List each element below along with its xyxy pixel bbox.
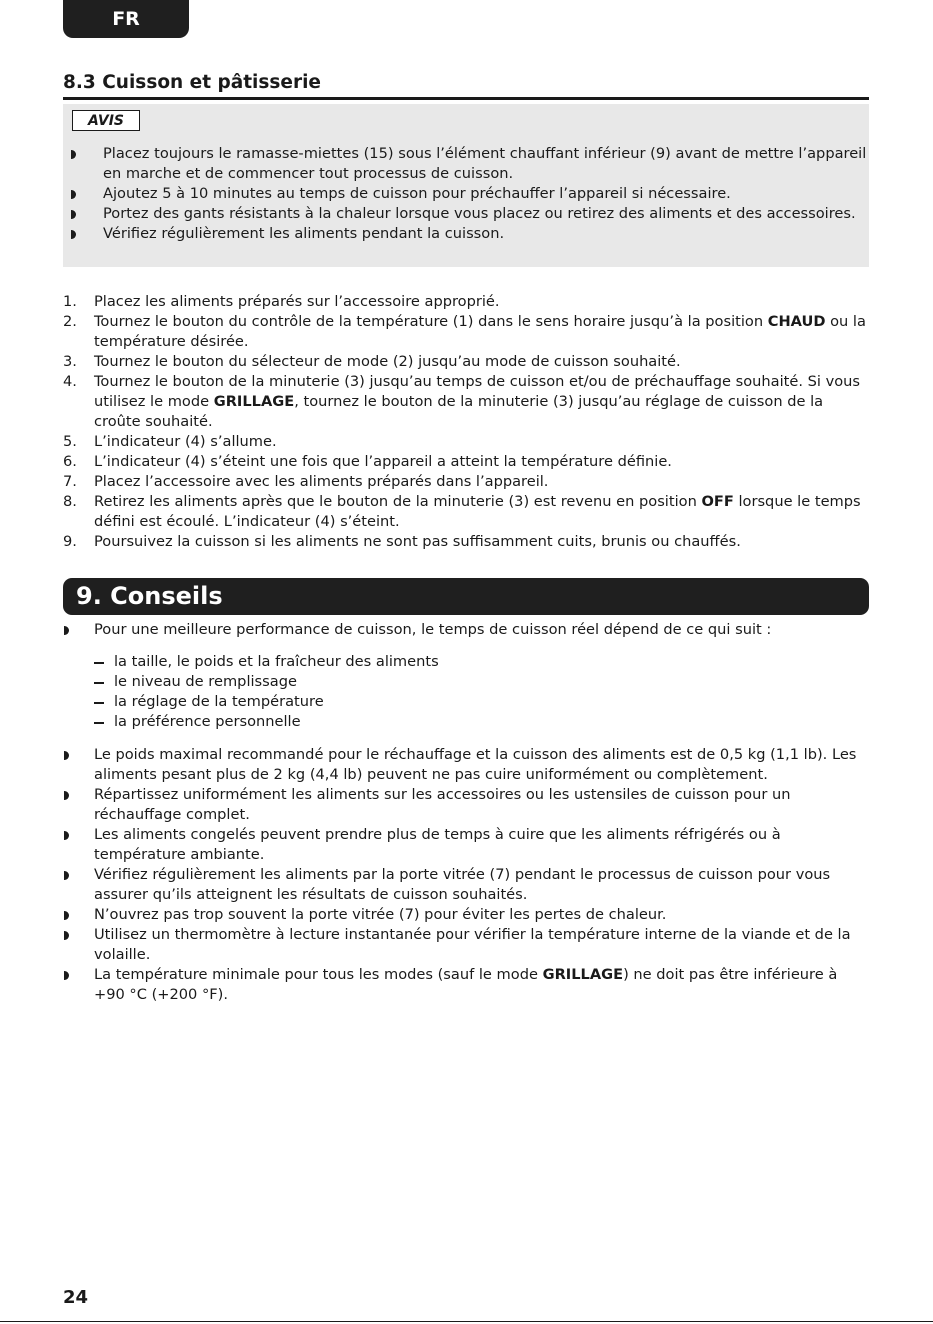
text-run: L’indicateur (4) s’éteint une fois que l’appareil a atteint la température définie. <box>94 453 672 470</box>
text-run: Placez l’accessoire avec les aliments préparés dans l’appareil. <box>94 473 549 490</box>
step-number: 6. <box>63 453 77 470</box>
text-run: Le poids maximal recommandé pour le réchauffage et la cuisson des aliments est de 0,5 kg (1,1 lb). Les aliments pesant plus de 2 kg (4,4 lb) peuvent ne pas cuire uniformément ou complètement. <box>94 746 857 783</box>
step-item <box>63 532 869 552</box>
tip-item <box>63 825 869 865</box>
tip-text <box>94 906 666 923</box>
tip-text <box>94 866 830 903</box>
text-run: ou la température désirée. <box>94 313 866 350</box>
text-run: , tournez le bouton de la minuterie (3) jusqu’au réglage de cuisson de la croûte souhaité. <box>94 393 824 430</box>
section-title: 8.3 Cuisson et pâtisserie <box>63 71 869 100</box>
bullet-icon <box>64 831 69 840</box>
step-number: 8. <box>63 493 77 510</box>
notice-item <box>63 184 869 204</box>
steps-list <box>63 292 869 552</box>
bullet-icon <box>71 190 76 199</box>
page-number: 24 <box>63 1287 89 1308</box>
factor-item <box>94 652 439 672</box>
factor-item <box>94 692 439 712</box>
factor-item <box>94 712 439 732</box>
bold-term: GRILLAGE <box>542 966 624 983</box>
notice-item <box>63 144 869 184</box>
notice-item-text: Placez toujours le ramasse-miettes (15) sous l’élément chauffant inférieur (9) avant de mettre l’appareil en marche et de commencer tout processus de cuisson. <box>103 145 867 182</box>
tip-text <box>94 786 791 823</box>
factor-text: le niveau de remplissage <box>114 673 297 690</box>
notice-list <box>63 144 869 244</box>
step-number: 5. <box>63 433 77 450</box>
text-run: lorsque le temps défini est écoulé. L’indicateur (4) s’éteint. <box>94 493 861 530</box>
step-item <box>63 452 869 472</box>
step-text <box>94 453 672 470</box>
bullet-icon <box>71 210 76 219</box>
bullet-icon <box>64 911 69 920</box>
dash-icon <box>94 702 104 704</box>
factor-item <box>94 672 439 692</box>
text-run: Poursuivez la cuisson si les aliments ne sont pas suffisamment cuits, brunis ou chauffés. <box>94 533 741 550</box>
step-text <box>94 493 861 530</box>
text-run: Placez les aliments préparés sur l’accessoire approprié. <box>94 293 500 310</box>
text-run: Utilisez un thermomètre à lecture instantanée pour vérifier la température interne de la viande et de la volaille. <box>94 926 851 963</box>
dash-icon <box>94 722 104 724</box>
notice-item-text: Portez des gants résistants à la chaleur lorsque vous placez ou retirez des aliments et des accessoires. <box>103 205 856 222</box>
tip-item <box>63 905 869 925</box>
step-item <box>63 352 869 372</box>
notice-item-text: Vérifiez régulièrement les aliments pendant la cuisson. <box>103 225 505 242</box>
step-number: 2. <box>63 313 77 330</box>
step-item <box>63 372 869 432</box>
notice-label: AVIS <box>72 110 140 131</box>
step-number: 9. <box>63 533 77 550</box>
tip-item <box>63 745 869 785</box>
tip-text <box>94 826 781 863</box>
tips-intro-list <box>63 620 869 640</box>
tips-intro-text: Pour une meilleure performance de cuisson, le temps de cuisson réel dépend de ce qui suit : <box>94 621 772 638</box>
bullet-icon <box>64 871 69 880</box>
bold-term: GRILLAGE <box>213 393 295 410</box>
dash-icon <box>94 662 104 664</box>
chapter-title: 9. Conseils <box>63 578 869 615</box>
bullet-icon <box>64 626 69 635</box>
text-run: ) ne doit pas être inférieure à +90 °C (+200 °F). <box>94 966 838 1003</box>
step-number: 7. <box>63 473 77 490</box>
text-run: L’indicateur (4) s’allume. <box>94 433 277 450</box>
notice-item-text: Ajoutez 5 à 10 minutes au temps de cuisson pour préchauffer l’appareil si nécessaire. <box>103 185 731 202</box>
dash-icon <box>94 682 104 684</box>
step-text <box>94 533 741 550</box>
tip-item <box>63 620 869 640</box>
bullet-icon <box>64 971 69 980</box>
step-text <box>94 473 548 490</box>
text-run: Vérifiez régulièrement les aliments par la porte vitrée (7) pendant le processus de cuisson pour vous assurer qu’ils atteignent les résultats de cuisson souhaités. <box>94 866 831 903</box>
text-run: Répartissez uniformément les aliments sur les accessoires ou les ustensiles de cuisson pour un réchauffage complet. <box>94 786 791 823</box>
tip-item <box>63 925 869 965</box>
bullet-icon <box>71 230 76 239</box>
text-run: N’ouvrez pas trop souvent la porte vitrée (7) pour éviter les pertes de chaleur. <box>94 906 667 923</box>
tip-item <box>63 865 869 905</box>
text-run: Retirez les aliments après que le bouton de la minuterie (3) est revenu en position <box>94 493 702 510</box>
step-item <box>63 472 869 492</box>
notice-item <box>63 224 869 244</box>
bold-term: CHAUD <box>767 313 826 330</box>
bold-term: OFF <box>701 493 734 510</box>
factor-text: la taille, le poids et la fraîcheur des aliments <box>114 653 439 670</box>
factor-text: la préférence personnelle <box>114 713 301 730</box>
text-run: La température minimale pour tous les modes (sauf le mode <box>94 966 543 983</box>
step-item <box>63 292 869 312</box>
bullet-icon <box>64 931 69 940</box>
step-number: 1. <box>63 293 77 310</box>
tip-item <box>63 965 869 1005</box>
factor-text: la réglage de la température <box>114 693 324 710</box>
step-text <box>94 373 860 430</box>
tips-list <box>63 745 869 1005</box>
step-text <box>94 313 866 350</box>
step-text <box>94 433 277 450</box>
page-bottom-rule <box>0 1321 933 1322</box>
language-tab: FR <box>63 0 189 38</box>
text-run: Les aliments congelés peuvent prendre plus de temps à cuire que les aliments réfrigérés ou à température ambiante. <box>94 826 781 863</box>
notice-item <box>63 204 869 224</box>
notice-box <box>63 104 869 267</box>
text-run: Tournez le bouton du contrôle de la température (1) dans le sens horaire jusqu’à la position <box>94 313 768 330</box>
step-number: 4. <box>63 373 77 390</box>
step-item <box>63 312 869 352</box>
tip-text <box>94 746 856 783</box>
step-number: 3. <box>63 353 77 370</box>
bullet-icon <box>64 751 69 760</box>
text-run: Tournez le bouton du sélecteur de mode (2) jusqu’au mode de cuisson souhaité. <box>94 353 681 370</box>
tip-text <box>94 966 837 1003</box>
tip-text <box>94 926 851 963</box>
factors-list <box>94 652 439 732</box>
bullet-icon <box>64 791 69 800</box>
text-run: Tournez le bouton de la minuterie (3) jusqu’au temps de cuisson et/ou de préchauffage souhaité. Si vous utilisez le mode <box>94 373 861 410</box>
step-text <box>94 293 500 310</box>
step-item <box>63 432 869 452</box>
bullet-icon <box>71 150 76 159</box>
tip-item <box>63 785 869 825</box>
step-item <box>63 492 869 532</box>
step-text <box>94 353 681 370</box>
